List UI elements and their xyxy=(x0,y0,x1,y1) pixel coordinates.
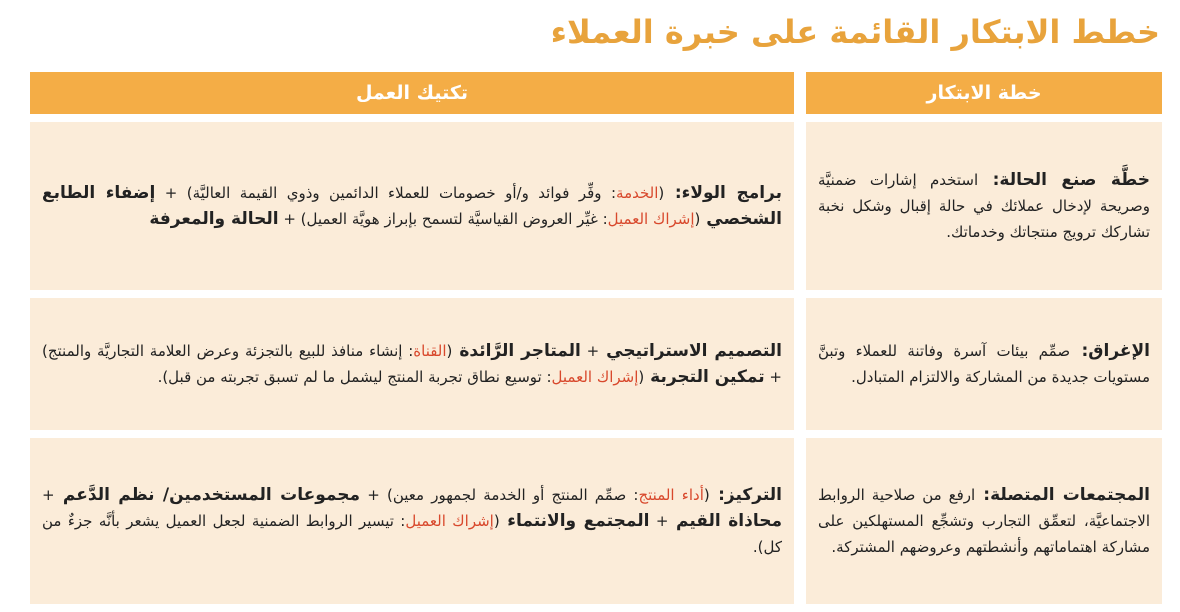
category-label: أداء المنتج xyxy=(638,486,704,504)
body-text: ( xyxy=(694,210,701,228)
term-heading: برامج الولاء: xyxy=(664,183,783,203)
body-text: ارفع من صلاحية الروابط الاجتماعيَّة، لتعمِّق التجارب وتشجِّع المستهلكين على مشاركة اهتماماتهم وأنشطتهم وعروضهم المشتركة. xyxy=(818,486,1150,556)
body-text: ( xyxy=(658,184,665,202)
term-heading: الإغراق: xyxy=(1070,341,1150,361)
table-row xyxy=(30,298,1162,430)
term-heading: المجتمع والانتماء xyxy=(499,511,650,531)
table-row xyxy=(30,122,1162,290)
plan-cell xyxy=(806,122,1162,290)
body-text: ( xyxy=(638,368,645,386)
term-heading: مجموعات المستخدمين/ نظم الدَّعم xyxy=(54,485,361,505)
tactic-cell xyxy=(30,438,794,604)
body-text: + xyxy=(580,342,600,360)
tactic-cell xyxy=(30,298,794,430)
term-heading: التركيز: xyxy=(709,485,783,505)
body-text: : إنشاء منافذ للبيع بالتجزئة وعرض العلامة التجاريَّة والمنتج) + xyxy=(42,342,782,386)
header-innovation-plan: خطة الابتكار xyxy=(806,72,1162,114)
body-text: + xyxy=(649,512,669,530)
term-heading: الحالة والمعرفة xyxy=(149,209,279,229)
plan-cell xyxy=(806,438,1162,604)
body-text: ( xyxy=(703,486,710,504)
tactic-cell xyxy=(30,122,794,290)
body-text: ( xyxy=(446,342,453,360)
category-label: الخدمة xyxy=(616,184,659,202)
term-heading: محاذاة القيم xyxy=(668,511,783,531)
page-title: خطط الابتكار القائمة على خبرة العملاء xyxy=(550,13,1160,51)
header-business-tactic: تكتيك العمل xyxy=(30,72,794,114)
body-text: : تيسير الروابط الضمنية لجعل العميل يشعر بأنَّه جزءٌ من كل). xyxy=(42,512,782,556)
body-text: : توسيع نطاق تجربة المنتج ليشمل ما لم تسبق تجربته من قبل). xyxy=(157,368,552,386)
category-label: إشراك العميل xyxy=(405,512,494,530)
category-label: القناة xyxy=(413,342,447,360)
category-label: إشراك العميل xyxy=(607,210,695,228)
table-header-row xyxy=(30,72,1162,114)
innovation-plans-table xyxy=(30,72,1162,612)
term-heading: المجتمعات المتصلة: xyxy=(975,485,1150,505)
body-text: ( xyxy=(493,512,500,530)
plan-cell xyxy=(806,298,1162,430)
term-heading: المتاجر الرَّائدة xyxy=(452,341,581,361)
body-text: + xyxy=(42,486,55,504)
term-heading: خطَّة صنع الحالة: xyxy=(978,170,1150,190)
table-row xyxy=(30,438,1162,604)
category-label: إشراك العميل xyxy=(551,368,639,386)
body-text: استخدم إشارات ضمنيَّة وصريحة لإدخال عملائك في حالة إقبال وشكل نخبة تشاركك ترويج منتجاتك وخدماتك. xyxy=(818,171,1150,241)
body-text: : غيِّر العروض القياسيَّة لتسمح بإبراز هويَّة العميل) + xyxy=(278,210,608,228)
body-text: صمِّم بيئات آسرة وفاتنة للعملاء وتبنَّ مستويات جديدة من المشاركة والالتزام المتبادل. xyxy=(818,342,1150,386)
term-heading: التصميم الاستراتيجي xyxy=(599,341,783,361)
body-text: : صمِّم المنتج أو الخدمة لجمهور معين) + xyxy=(360,486,639,504)
term-heading: إضفاء الطابع الشخصي xyxy=(42,183,782,229)
term-heading: تمكين التجربة xyxy=(644,367,765,387)
body-text: : وفِّر فوائد و/أو خصومات للعملاء الدائمين وذوي القيمة العاليَّة) + xyxy=(155,184,617,202)
